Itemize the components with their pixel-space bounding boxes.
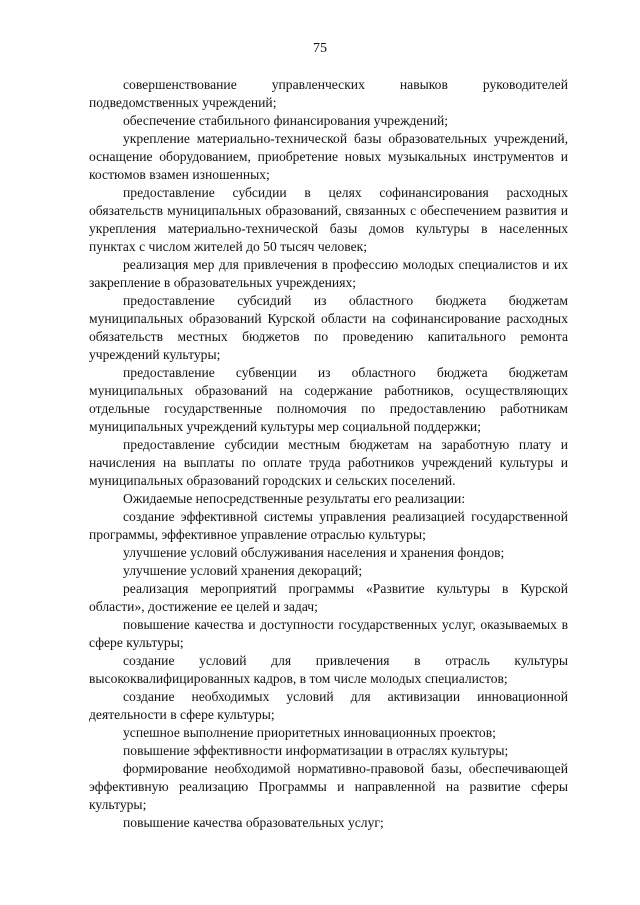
paragraph: повышение качества и доступности государственных услуг, оказываемых в сфере культуры; (89, 617, 568, 650)
paragraph: Ожидаемые непосредственные результаты его реализации: (123, 491, 466, 506)
page-number: 75 (313, 41, 327, 56)
paragraph: создание эффективной системы управления реализацией государственной программы, эффективное управление отраслью культуры; (89, 509, 568, 542)
paragraph: совершенствование управленческих навыков руководителей подведомственных учреждений; (89, 77, 568, 110)
paragraph: укрепление материально-технической базы образовательных учреждений, оснащение оборудованием, приобретение новых музыкальных инструментов и костюмов взамен изношенных; (89, 131, 568, 182)
paragraph: создание условий для привлечения в отрасль культуры высококвалифицированных кадров, в том числе молодых специалистов; (89, 653, 568, 686)
paragraph: успешное выполнение приоритетных инновационных проектов; (123, 725, 496, 740)
paragraph: реализация мероприятий программы «Развитие культуры в Курской области», достижение ее целей и задач; (89, 581, 568, 614)
paragraph: предоставление субсидии в целях софинансирования расходных обязательств муниципальных образований, связанных с обеспечением развития и укрепления материально-технической базы домов культуры в населенных пунктах с числом жителей до 50 тысяч человек; (89, 185, 568, 254)
document-body (89, 76, 568, 832)
paragraph: улучшение условий хранения декораций; (123, 563, 363, 578)
paragraph: обеспечение стабильного финансирования учреждений; (123, 113, 449, 128)
paragraph: предоставление субвенции из областного бюджета бюджетам муниципальных образований на содержание работников, осуществляющих отдельные государственные полномочия по предоставлению работникам муниципальных учреждений культуры мер социальной поддержки; (89, 365, 568, 434)
paragraph: формирование необходимой нормативно-правовой базы, обеспечивающей эффективную реализацию Программы и направленной на развитие сферы культуры; (89, 761, 568, 812)
paragraph: повышение эффективности информатизации в отраслях культуры; (123, 743, 509, 758)
paragraph: предоставление субсидии местным бюджетам на заработную плату и начисления на выплаты по оплате труда работников учреждений культуры и муниципальных образований городских и сельских поселений. (89, 437, 568, 488)
paragraph: создание необходимых условий для активизации инновационной деятельности в сфере культуры; (89, 689, 568, 722)
paragraph: улучшение условий обслуживания населения и хранения фондов; (123, 545, 505, 560)
paragraph: повышение качества образовательных услуг; (123, 815, 384, 830)
paragraph: предоставление субсидий из областного бюджета бюджетам муниципальных образований Курской области на софинансирование расходных обязательств местных бюджетов по проведению капитального ремонта учреждений культуры; (89, 293, 568, 362)
paragraph: реализация мер для привлечения в профессию молодых специалистов и их закрепление в образовательных учреждениях; (89, 257, 568, 290)
